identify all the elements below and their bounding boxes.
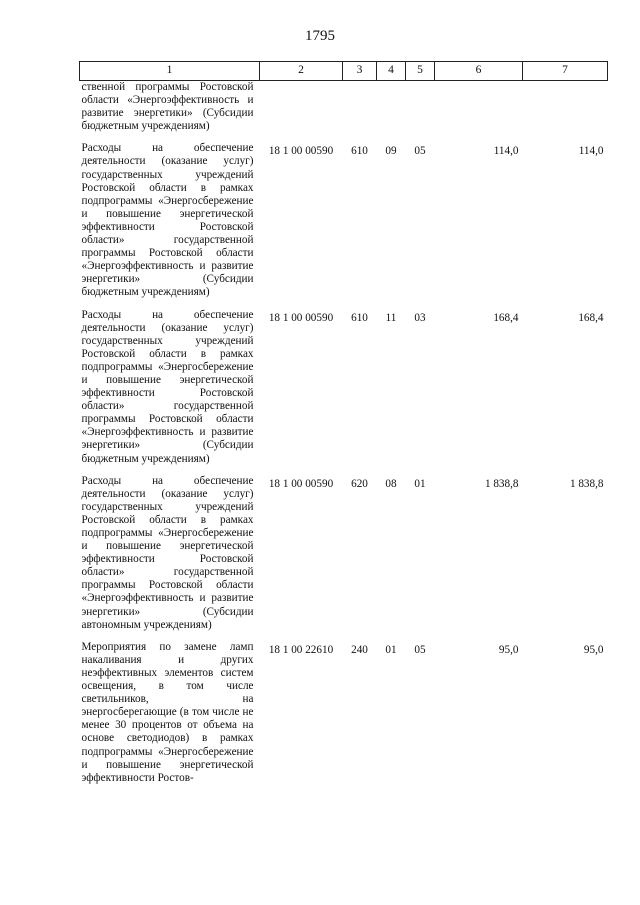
row-amount-1: 95,0 (498, 643, 519, 656)
table-row (80, 142, 608, 308)
table-row (80, 641, 608, 794)
row-description: ственной программы Ростовской области «Энергоэффективность и развитие энергетики» (Субсидии бюджетным учреждениям) (81, 81, 254, 133)
row-target-code (260, 81, 343, 143)
header-col-7: 7 (523, 62, 608, 81)
row-amount-1 (435, 81, 523, 143)
header-col-2: 2 (260, 62, 343, 81)
row-amount-2 (523, 81, 608, 143)
row-section: 08 (385, 477, 397, 490)
row-amount-2: 114,0 (578, 145, 604, 158)
row-target-code: 18 1 00 00590 (268, 145, 334, 158)
header-col-1: 1 (80, 62, 260, 81)
header-col-3: 3 (343, 62, 377, 81)
header-col-6: 6 (435, 62, 523, 81)
row-expense-type: 620 (351, 477, 368, 490)
row-section: 01 (385, 643, 397, 656)
table-header-row (80, 62, 608, 81)
row-amount-2: 168,4 (578, 311, 604, 324)
row-expense-type: 240 (351, 643, 368, 656)
row-amount-2: 1 838,8 (569, 477, 604, 490)
row-section: 11 (385, 311, 397, 324)
row-expense-type: 610 (351, 311, 368, 324)
row-section (377, 81, 406, 143)
header-col-4: 4 (377, 62, 406, 81)
row-amount-1: 168,4 (493, 311, 519, 324)
row-description: Расходы на обеспечение деятельности (оказание услуг) государственных учреждений Ростовской области в рамках подпрограммы «Энергосбережение и повышение энергетической эффективности Ростовской области» государственной программы Ростовской области «Энергоэффективность и развитие энергетики» (Субсидии автономным учреждениям) (81, 474, 254, 631)
row-expense-type (343, 81, 377, 143)
row-subsection: 05 (414, 643, 426, 656)
row-amount-2: 95,0 (583, 643, 604, 656)
row-section: 09 (385, 145, 397, 158)
row-amount-1: 114,0 (493, 145, 519, 158)
table-row (80, 475, 608, 641)
row-subsection: 05 (414, 145, 426, 158)
row-description: Расходы на обеспечение деятельности (оказание услуг) государственных учреждений Ростовской области в рамках подпрограммы «Энергосбережение и повышение энергетической эффективности Ростовской области» государственной программы Ростовской области «Энергоэффективность и развитие энергетики» (Субсидии бюджетным учреждениям) (81, 308, 254, 465)
header-col-5: 5 (406, 62, 435, 81)
row-description: Мероприятия по замене ламп накаливания и других неэффективных элементов систем освещения, в том числе светильников, на энергосберегающие (в том числе не менее 30 процентов от объема на основе светодиодов) в рамках подпрограммы «Энергосбережение и повышение энергетической эффективности Ростов- (81, 640, 254, 784)
row-target-code: 18 1 00 22610 (268, 643, 334, 656)
row-description: Расходы на обеспечение деятельности (оказание услуг) государственных учреждений Ростовской области в рамках подпрограммы «Энергосбережение и повышение энергетической эффективности Ростовской области» государственной программы Ростовской области «Энергоэффективность и развитие энергетики» (Субсидии бюджетным учреждениям) (81, 142, 254, 299)
table-row (80, 309, 608, 475)
row-expense-type: 610 (351, 145, 368, 158)
page-number: 1795 (305, 28, 335, 44)
table-row (80, 81, 608, 143)
row-subsection: 01 (414, 477, 426, 490)
row-subsection: 03 (414, 311, 426, 324)
row-target-code: 18 1 00 00590 (268, 311, 334, 324)
row-amount-1: 1 838,8 (484, 477, 519, 490)
row-subsection (406, 81, 435, 143)
budget-table (79, 61, 608, 794)
row-target-code: 18 1 00 00590 (268, 477, 334, 490)
